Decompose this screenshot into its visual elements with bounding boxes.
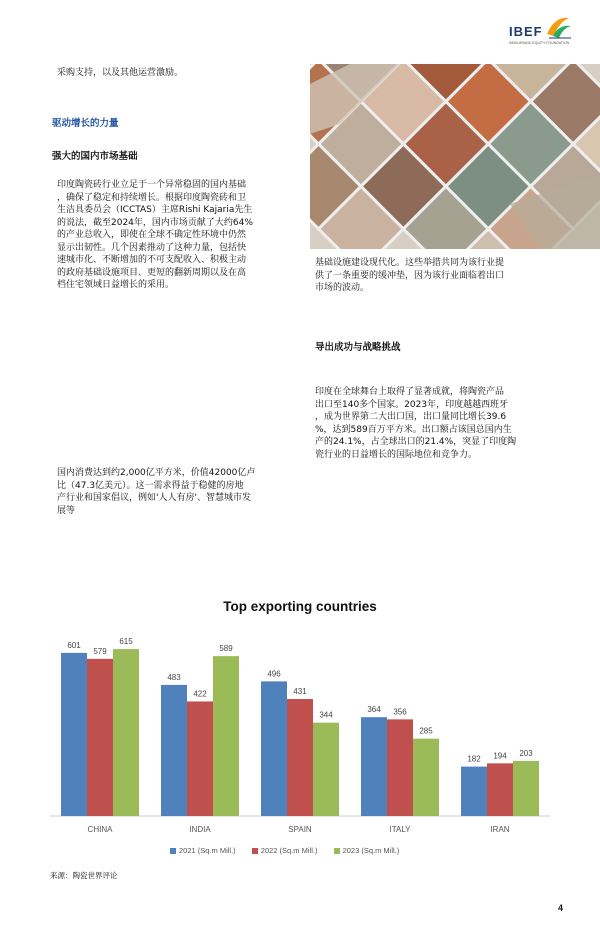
bar [213, 656, 239, 816]
bar [387, 719, 413, 816]
text-line: 展等 [57, 505, 76, 516]
data-label: 496 [267, 669, 281, 679]
data-label: 615 [119, 637, 133, 647]
data-label: 483 [167, 672, 181, 682]
bar [361, 717, 387, 816]
data-label: 589 [219, 644, 233, 654]
text-line: 基础设施建设现代化。这些举措共同为该行业提 [315, 258, 505, 268]
chart-title: Top exporting countries [223, 599, 377, 614]
bar [487, 763, 513, 816]
data-label: 344 [319, 710, 333, 720]
text-line: 市场的波动。 [315, 283, 370, 293]
data-label: 422 [193, 689, 207, 699]
bar [187, 701, 213, 816]
bar [113, 649, 139, 816]
data-label: 364 [367, 705, 381, 715]
data-label: 579 [93, 646, 107, 656]
chart-legend [170, 846, 413, 855]
paragraph-consumption [57, 467, 297, 517]
legend-item [252, 846, 318, 855]
ibef-logo [509, 14, 571, 48]
ceramic-tiles-photo [310, 64, 600, 249]
text-line: 的产业总收入，即使在全球不确定性环境中仍然 [57, 230, 247, 240]
bar [287, 699, 313, 816]
data-label: 431 [293, 687, 307, 697]
paragraph-exports [315, 386, 565, 461]
text-line: 产行业和国家倡议，例如'人人有房'、智慧城市发 [57, 493, 251, 503]
data-label: 194 [493, 751, 507, 761]
category-label: INDIA [189, 825, 211, 834]
legend-swatch [170, 848, 176, 854]
data-label: 182 [467, 754, 481, 764]
category-label: IRAN [490, 825, 510, 834]
text-line: ，成为世界第二大出口国，出口量同比增长39.6 [315, 412, 507, 422]
data-label: 601 [67, 640, 81, 650]
legend-swatch [252, 848, 258, 854]
legend-label: 2021 (Sq.m Mill.) [179, 846, 236, 855]
logo-tagline: INDIA BRAND EQUITY FOUNDATION [509, 41, 570, 45]
bar [61, 653, 87, 816]
legend-item [170, 846, 236, 855]
section-title: 驱动增长的力量 [52, 118, 119, 129]
bar [261, 681, 287, 816]
text-line: 出口至140多个国家。2023年，印度越越西班牙 [315, 399, 509, 410]
text-line: 的政府基础设施项目、更短的翻新周期以及在高 [57, 267, 247, 278]
bar [313, 723, 339, 816]
bar [461, 767, 487, 816]
category-label: SPAIN [288, 825, 312, 834]
bar [413, 739, 439, 816]
text-line: 产的24.1%，占全球出口的21.4%，突显了印度陶 [315, 437, 517, 447]
text-line: 比（47.3亿美元）。这一需求得益于稳健的房地 [57, 480, 244, 491]
data-label: 203 [519, 748, 533, 758]
legend-item [334, 846, 400, 855]
text-line: 生洁具委员会（ICCTAS）主席Rishi Kajaria先生 [57, 205, 253, 215]
heading-domestic-market: 强大的国内市场基础 [52, 151, 138, 162]
data-label: 285 [419, 726, 433, 736]
bar [161, 685, 187, 816]
page-number: 4 [558, 903, 564, 913]
legend-label: 2022 (Sq.m Mill.) [260, 846, 318, 855]
legend-label: 2023 (Sq.m Mill.) [342, 846, 400, 855]
text-line: 速城市化、不断增加的不可支配收入、积极主动 [57, 255, 247, 265]
category-label: CHINA [87, 825, 113, 834]
heading-export-success: 导出成功与战略挑战 [315, 342, 401, 353]
text-line: 印度在全球舞台上取得了显著成就，将陶瓷产品 [315, 387, 505, 397]
intro-text: 采购支持，以及其他运营激励。 [57, 68, 184, 78]
logo-name: IBEF [509, 24, 543, 39]
text-line: 档住宅领域日益增长的采用。 [57, 280, 175, 290]
text-line: 供了一条重要的缓冲垫，因为该行业面临着出口 [315, 270, 505, 281]
bar [87, 659, 113, 816]
text-line: 显示出韧性。几个因素推动了这种力量，包括快 [57, 242, 247, 253]
category-label: ITALY [389, 825, 411, 834]
text-line: 国内消费达到约2,000亿平方米，价值42000亿卢 [57, 468, 256, 478]
text-line: %，达到589百万平方米。出口额占该国总国内生 [315, 424, 512, 435]
text-line: 印度陶瓷砖行业立足于一个异常稳固的国内基础 [57, 180, 247, 190]
bar-chart [40, 620, 560, 865]
logo-swoosh-icon [545, 14, 573, 40]
paragraph-domestic [57, 179, 297, 292]
text-line: 瓷行业的日益增长的国际地位和竞争力。 [315, 449, 478, 460]
text-line: 的说法，截至2024年，国内市场贡献了大约64% [57, 217, 253, 228]
source-note: 来源：陶瓷世界评论 [50, 871, 118, 880]
legend-swatch [334, 848, 340, 854]
text-line: ，确保了稳定和持续增长。根据印度陶瓷砖和卫 [57, 192, 247, 203]
data-label: 356 [393, 707, 407, 717]
paragraph-infrastructure [315, 257, 565, 295]
bar [513, 761, 539, 816]
